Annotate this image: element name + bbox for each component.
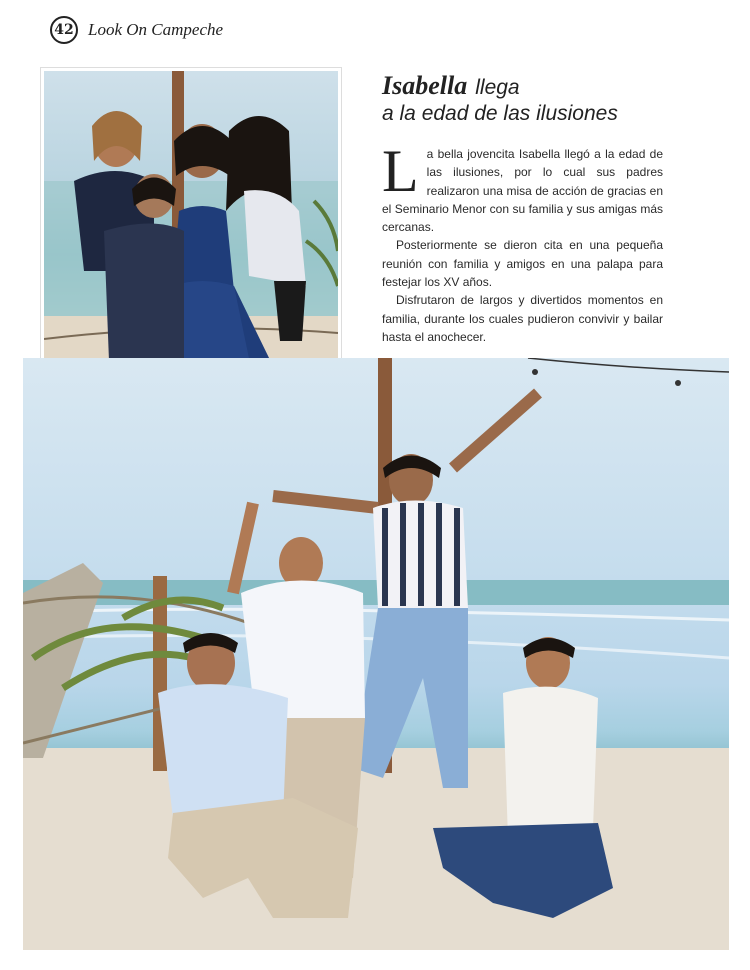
drop-cap: L: [382, 138, 419, 204]
paragraph-1-text: a bella jovencita Isabella llegó a la edad de las ilusiones, por lo cual sus padres realizaron una misa de acción de gracias en el Seminario Menor con su familia y sus amigas más cercanas.: [382, 147, 663, 235]
page-header: [50, 16, 223, 44]
title-rest: llega: [475, 76, 520, 99]
page-number: 42: [50, 16, 78, 44]
article-paragraph-2: Posteriormente se dieron cita en una pequeña reunión con familia y amigos en una palapa para festejar los XV años.: [382, 238, 663, 290]
article-body: [382, 138, 663, 346]
beach-group-photo: [23, 358, 729, 950]
title-line2: a la edad de las ilusiones: [382, 101, 618, 125]
magazine-name: Look On Campeche: [88, 20, 224, 39]
article-paragraph-1: [382, 138, 663, 236]
title-name: Isabella: [382, 71, 468, 100]
article-title: [382, 66, 702, 125]
article-paragraph-3: Disfrutaron de largos y divertidos momentos en familia, durante los cuales pudieron convivir y bailar hasta el anochecer.: [382, 293, 663, 344]
